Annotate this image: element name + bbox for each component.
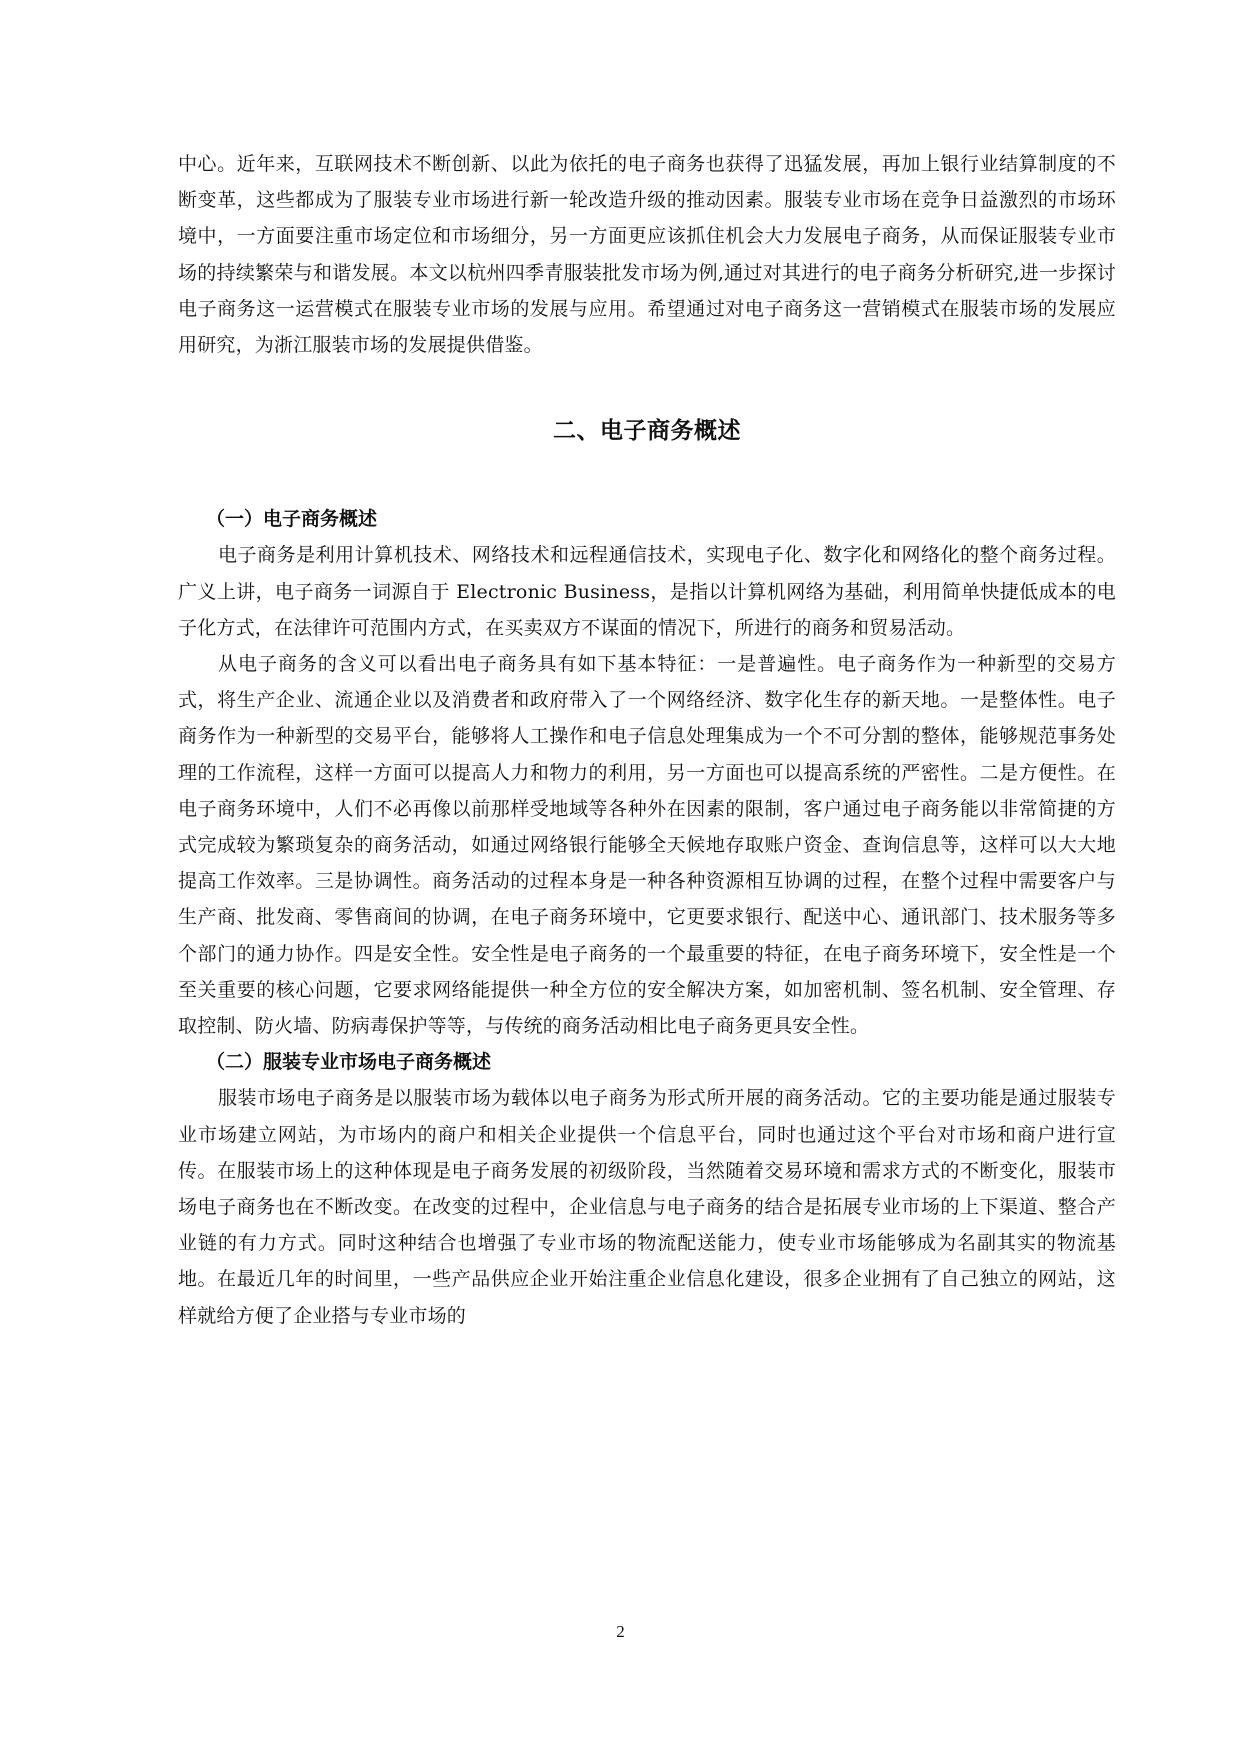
subsection-2-heading: （二）服装专业市场电子商务概述	[206, 1051, 492, 1074]
subsection-1-paragraph-2: 从电子商务的含义可以看出电子商务具有如下基本特征：一是普遍性。电子商务作为一种新型的交易方式，将生产企业、流通企业以及消费者和政府带入了一个网络经济、数字化生存的新天地。一是整体性。电子商务作为一种新型的交易平台，能够将人工操作和电子信息处理集成为一个不可分割的整体，能够规范事务处理的工作流程，这样一方面可以提高人力和物力的利用，另一方面也可以提高系统的严密性。二是方便性。在电子商务环境中，人们不必再像以前那样受地域等各种外在因素的限制，客户通过电子商务能以非常简捷的方式完成较为繁琐复杂的商务活动，如通过网络银行能够全天候地存取账户资金、查询信息等，这样可以大大地提高工作效率。三是协调性。商务活动的过程本身是一种各种资源相互协调的过程，在整个过程中需要客户与生产商、批发商、零售商间的协调，在电子商务环境中，它更要求银行、配送中心、通讯部门、技术服务等多个部门的通力协作。四是安全性。安全性是电子商务的一个最重要的特征，在电子商务环境下，安全性是一个至关重要的核心问题，它要求网络能提供一种全方位的安全解决方案，如加密机制、签名机制、安全管理、存取控制、防火墙、防病毒保护等等，与传统的商务活动相比电子商务更具安全性。	[178, 653, 1116, 1038]
section-title: 二、电子商务概述	[553, 417, 741, 445]
subsection-2-paragraph-1: 服装市场电子商务是以服装市场为载体以电子商务为形式所开展的商务活动。它的主要功能是通过服装专业市场建立网站，为市场内的商户和相关企业提供一个信息平台，同时也通过这个平台对市场和商户进行宣传。在服装市场上的这种体现是电子商务发展的初级阶段，当然随着交易环境和需求方式的不断变化，服装市场电子商务也在不断改变。在改变的过程中，企业信息与电子商务的结合是拓展专业市场的上下渠道、整合产业链的有力方式。同时这种结合也增强了专业市场的物流配送能力，使专业市场能够成为名副其实的物流基地。在最近几年的时间里，一些产品供应企业开始注重企业信息化建设，很多企业拥有了自己独立的网站，这样就给方便了企业搭与专业市场的	[178, 1087, 1116, 1327]
subsection-1-paragraph-1: 电子商务是利用计算机技术、网络技术和远程通信技术，实现电子化、数字化和网络化的整个商务过程。广义上讲，电子商务一词源自于 Electronic Business，是指以计算机网络为基础，利用简单快捷低成本的电子化方式，在法律许可范围内方式，在买卖双方不谋面的情况下，所进行的商务和贸易活动。	[178, 544, 1116, 639]
page-body	[178, 146, 1116, 1334]
intro-paragraph: 中心。近年来，互联网技术不断创新、以此为依托的电子商务也获得了迅猛发展，再加上银行业结算制度的不断变革，这些都成为了服装专业市场进行新一轮改造升级的推动因素。服装专业市场在竞争日益激烈的市场环境中，一方面要注重市场定位和市场细分，另一方面更应该抓住机会大力发展电子商务，从而保证服装专业市场的持续繁荣与和谐发展。本文以杭州四季青服装批发市场为例,通过对其进行的电子商务分析研究,进一步探讨电子商务这一运营模式在服装专业市场的发展与应用。希望通过对电子商务这一营销模式在服装市场的发展应用研究，为浙江服装市场的发展提供借鉴。	[178, 153, 1116, 357]
page-number: 2	[616, 1622, 625, 1641]
subsection-1-heading: （一）电子商务概述	[206, 508, 378, 531]
